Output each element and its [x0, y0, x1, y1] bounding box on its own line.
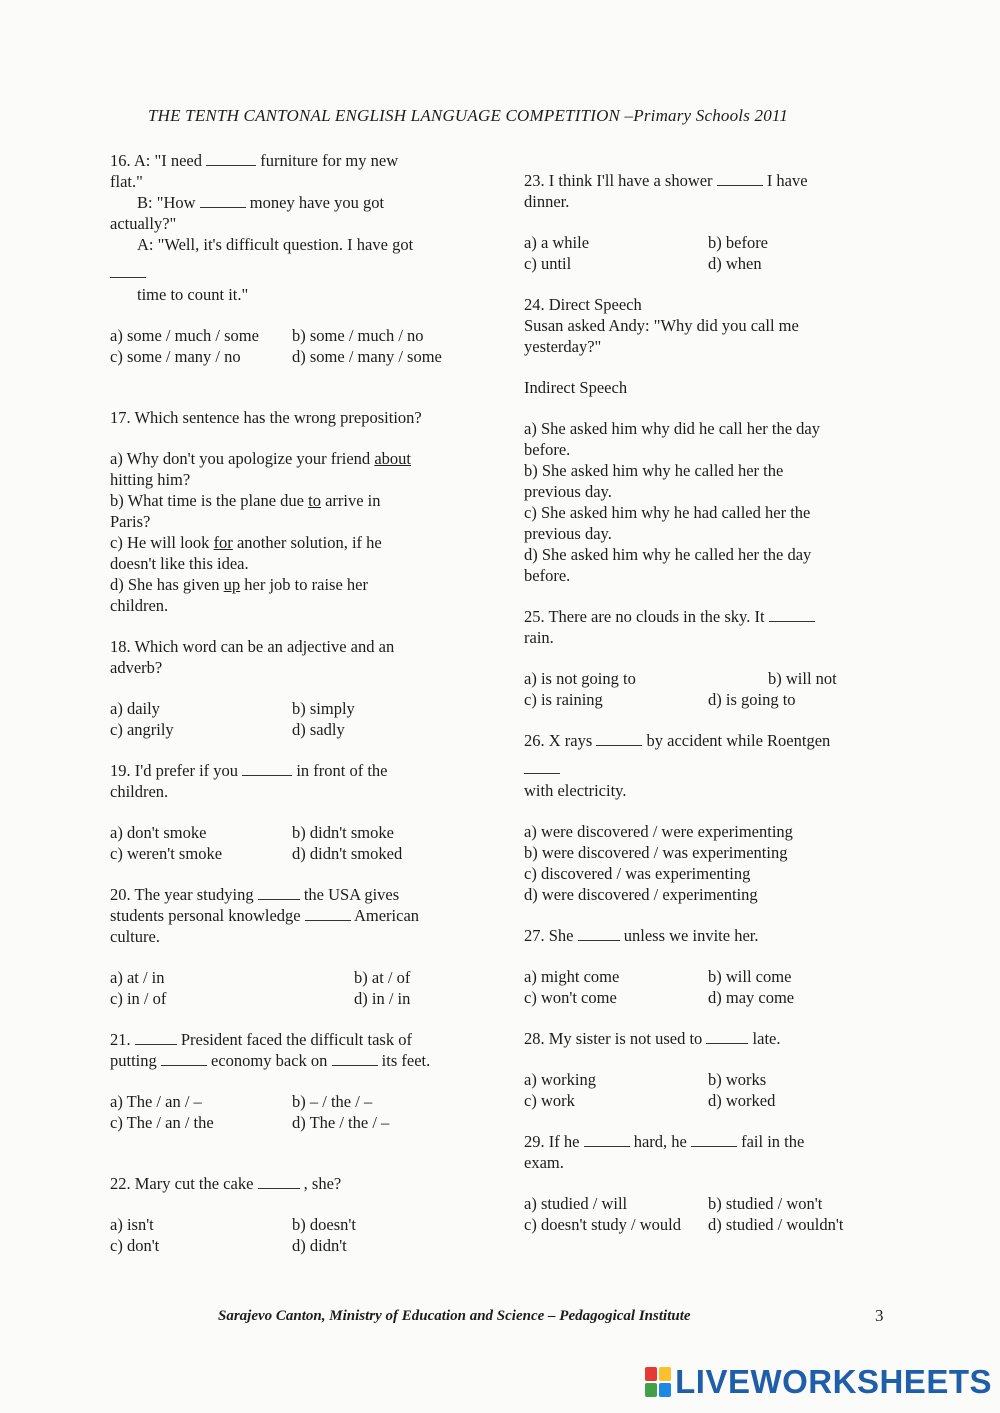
question-28: 28. My sister is not used to late. a) working b) works c) work d) worked [524, 1028, 884, 1111]
option-a[interactable]: a) studied / will [524, 1194, 628, 1213]
option-c[interactable]: c) is raining [524, 690, 603, 709]
option-a[interactable]: a) The / an / – [110, 1092, 202, 1111]
question-24: 24. Direct Speech Susan asked Andy: "Why did you call me yesterday?" Indirect Speech a) She asked him why did he call her the day before. b) She asked him why he called her the previous day. c) She asked him why he had called her the previous day. d) She asked him why he called her the day before. [524, 294, 884, 586]
option-a[interactable]: a) some / much / some [110, 326, 259, 345]
option-a[interactable]: a) a while [524, 233, 590, 252]
option-d[interactable]: d) studied / wouldn't [708, 1215, 844, 1234]
option-b[interactable]: b) didn't smoke [292, 823, 394, 842]
right-column [524, 170, 884, 1255]
question-22: 22. Mary cut the cake , she? a) isn't b) doesn't c) don't d) didn't [110, 1173, 480, 1256]
option-c[interactable]: c) some / many / no [110, 347, 241, 366]
option-d[interactable]: d) She asked him why he called her the day [524, 545, 812, 564]
question-18: 18. Which word can be an adjective and an adverb? a) daily b) simply c) angrily d) sadly [110, 636, 480, 740]
option-b[interactable]: b) will come [708, 967, 792, 986]
option-b[interactable]: b) will not [768, 669, 837, 688]
answer-blank[interactable] [258, 885, 300, 900]
question-26: 26. X rays by accident while Roentgen with electricity. a) were discovered / were experimenting b) were discovered / was experimenting c) discovered / was experimenting d) were discovered / experimenting [524, 730, 884, 905]
brand-name: LIVEWORKSHEETS [675, 1363, 992, 1400]
option-b[interactable]: b) doesn't [292, 1215, 356, 1234]
q16-text: 16. A: "I need [110, 151, 202, 170]
question-23: 23. I think I'll have a shower I have dinner. a) a while b) before c) until d) when [524, 170, 884, 274]
answer-blank[interactable] [135, 1030, 177, 1045]
answer-blank[interactable] [305, 906, 351, 921]
option-c[interactable]: c) He will look for another solution, if he [110, 533, 382, 552]
answer-options [524, 966, 884, 1008]
option-b[interactable]: b) What time is the plane due to arrive in [110, 491, 381, 510]
answer-options [110, 967, 480, 1009]
question-25: 25. There are no clouds in the sky. It rain. a) is not going to b) will not c) is raining d) is going to [524, 606, 884, 710]
option-a[interactable]: a) is not going to [524, 669, 636, 688]
answer-blank[interactable] [691, 1132, 737, 1147]
option-d[interactable]: d) some / many / some [292, 347, 442, 366]
option-a[interactable]: a) at / in [110, 968, 165, 987]
option-d[interactable]: d) didn't [292, 1236, 347, 1255]
option-b[interactable]: b) some / much / no [292, 326, 424, 345]
page-header: THE TENTH CANTONAL ENGLISH LANGUAGE COMPETITION –Primary Schools 2011 [148, 106, 789, 125]
question-16: 16. A: "I need furniture for my new flat." B: "How money have you got actually?" A: "Well, it's difficult question. I have got time to count it." a) some / much / some b) some / much / no c) some / many / no d) some / many / some [110, 150, 480, 367]
question-17: 17. Which sentence has the wrong preposition? a) Why don't you apologize your friend about hitting him? b) What time is the plane due to arrive in Paris? c) He will look for another solution, if he doesn't like this idea. d) She has given up her job to raise her children. [110, 407, 480, 616]
answer-blank[interactable] [242, 761, 292, 776]
option-b[interactable]: b) before [708, 233, 769, 252]
question-20: 20. The year studying the USA gives students personal knowledge American culture. a) at / in b) at / of c) in / of d) in / in [110, 884, 480, 1009]
option-d[interactable]: d) is going to [708, 690, 796, 709]
option-a[interactable]: a) were discovered / were experimenting [524, 822, 793, 841]
page-footer: Sarajevo Canton, Ministry of Education and Science – Pedagogical Institute [218, 1308, 691, 1324]
option-a[interactable]: a) might come [524, 967, 620, 986]
answer-blank[interactable] [596, 731, 642, 746]
liveworksheets-logo [645, 1363, 992, 1401]
option-c[interactable]: c) don't [110, 1236, 160, 1255]
answer-blank[interactable] [524, 761, 560, 774]
answer-options [524, 821, 884, 905]
option-b[interactable]: b) studied / won't [708, 1194, 823, 1213]
answer-blank[interactable] [706, 1029, 748, 1044]
option-d[interactable]: d) in / in [354, 989, 411, 1008]
option-b[interactable]: b) simply [292, 699, 355, 718]
left-column [110, 150, 480, 1276]
option-c[interactable]: c) weren't smoke [110, 844, 223, 863]
answer-options [110, 698, 480, 740]
answer-blank[interactable] [110, 265, 146, 278]
answer-options [110, 1091, 480, 1133]
answer-blank[interactable] [206, 151, 256, 166]
answer-blank[interactable] [161, 1051, 207, 1066]
answer-options [524, 232, 884, 274]
answer-options [110, 822, 480, 864]
answer-blank[interactable] [332, 1051, 378, 1066]
option-d[interactable]: d) didn't smoked [292, 844, 403, 863]
option-b[interactable]: b) works [708, 1070, 767, 1089]
option-b[interactable]: b) were discovered / was experimenting [524, 843, 788, 862]
answer-options [110, 325, 480, 367]
question-29: 29. If he hard, he fail in the exam. a) studied / will b) studied / won't c) doesn't study / would d) studied / wouldn't [524, 1131, 884, 1235]
option-c[interactable]: c) discovered / was experimenting [524, 864, 751, 883]
option-c[interactable]: c) won't come [524, 988, 617, 1007]
option-a[interactable]: a) She asked him why did he call her the day [524, 419, 820, 438]
answer-blank[interactable] [258, 1174, 300, 1189]
answer-blank[interactable] [769, 607, 815, 622]
question-27: 27. She unless we invite her. a) might come b) will come c) won't come d) may come [524, 925, 884, 1008]
option-b[interactable]: b) at / of [354, 968, 411, 987]
option-d[interactable]: d) The / the / – [292, 1113, 390, 1132]
option-d[interactable]: d) sadly [292, 720, 345, 739]
option-c[interactable]: c) in / of [110, 989, 167, 1008]
option-a[interactable]: a) daily [110, 699, 160, 718]
option-a[interactable]: a) Why don't you apologize your friend about [110, 449, 411, 468]
option-a[interactable]: a) don't smoke [110, 823, 207, 842]
option-c[interactable]: c) work [524, 1091, 575, 1110]
answer-options [524, 1193, 884, 1235]
answer-blank[interactable] [200, 193, 246, 208]
question-19: 19. I'd prefer if you in front of the children. a) don't smoke b) didn't smoke c) weren't smoke d) didn't smoked [110, 760, 480, 864]
option-c[interactable]: c) doesn't study / would [524, 1215, 681, 1234]
option-c[interactable]: c) The / an / the [110, 1113, 214, 1132]
answer-blank[interactable] [717, 171, 763, 186]
option-c[interactable]: c) until [524, 254, 572, 273]
option-b[interactable]: b) – / the / – [292, 1092, 373, 1111]
option-d[interactable]: d) when [708, 254, 762, 273]
option-a[interactable]: a) isn't [110, 1215, 154, 1234]
option-d[interactable]: d) She has given up her job to raise her [110, 575, 368, 594]
option-d[interactable]: d) may come [708, 988, 795, 1007]
page-number: 3 [875, 1306, 884, 1325]
option-b[interactable]: b) She asked him why he called her the [524, 461, 784, 480]
answer-options [110, 1214, 480, 1256]
option-c[interactable]: c) angrily [110, 720, 174, 739]
option-a[interactable]: a) working [524, 1070, 596, 1089]
answer-blank[interactable] [578, 926, 620, 941]
option-d[interactable]: d) were discovered / experimenting [524, 885, 758, 904]
answer-blank[interactable] [584, 1132, 630, 1147]
liveworksheets-icon [645, 1367, 671, 1397]
answer-options [524, 668, 884, 710]
answer-options [524, 1069, 884, 1111]
option-c[interactable]: c) She asked him why he had called her the [524, 503, 811, 522]
option-d[interactable]: d) worked [708, 1091, 776, 1110]
question-21: 21. President faced the difficult task of putting economy back on its feet. a) The / an / – b) – / the / – c) The / an / the d) The / the / – [110, 1029, 480, 1133]
